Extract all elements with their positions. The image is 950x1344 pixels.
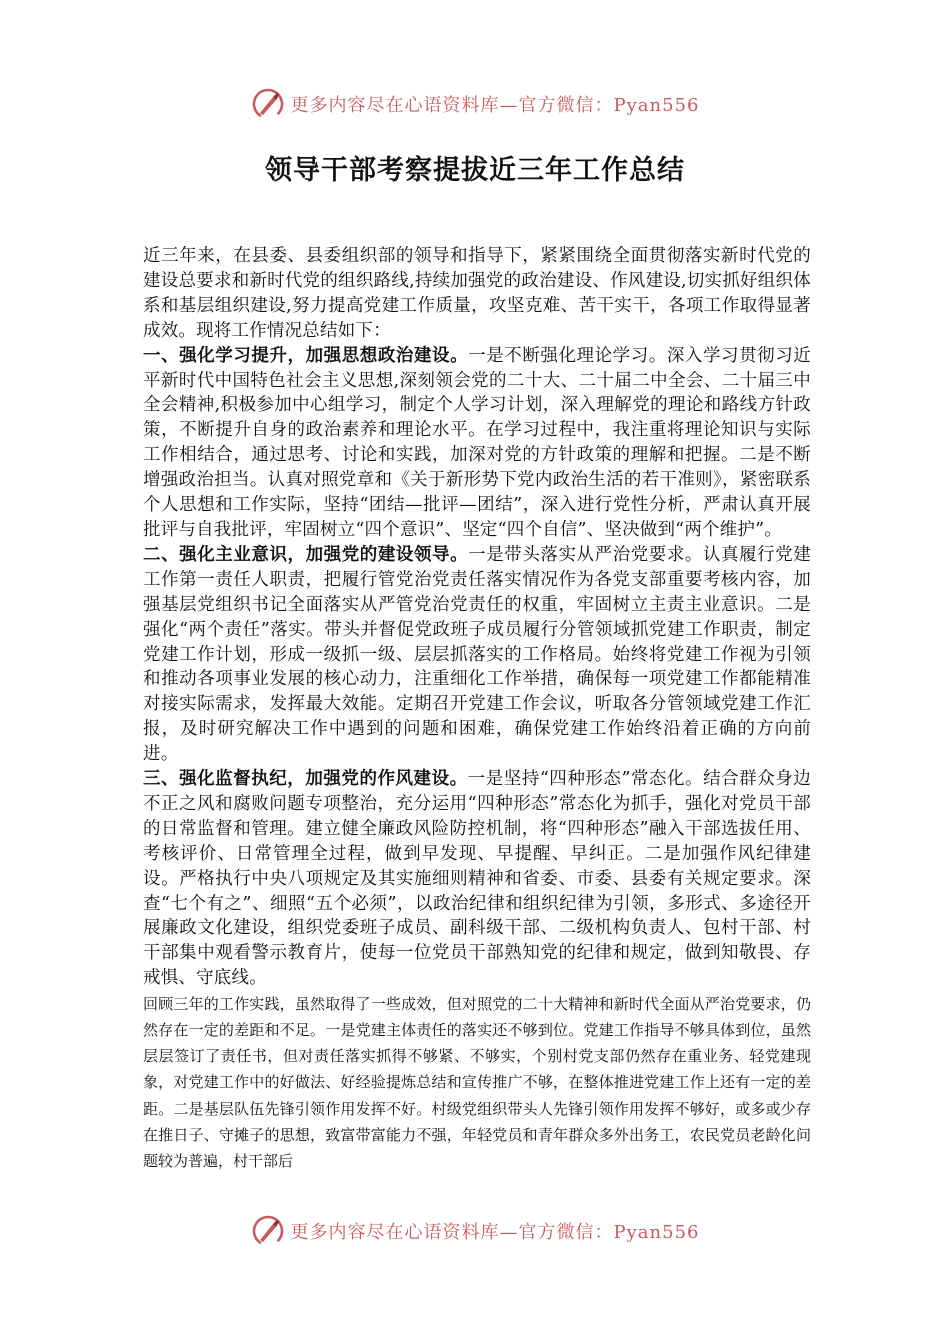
section-3-paragraph: 三、强化监督执纪，加强党的作风建设。一是坚持“四种形态”常态化。结合群众身边不正之风和腐败问题专项整治，充分运用“四种形态”常态化为抓手，强化对党员干部的日常监督和管理。建立健全廉政风险防控机制，将“四种形态”融入干部选拔任用、考核评价、日常管理全过程，做到早发现、早提醒、早纠正。二是加强作风纪律建设。严格执行中央八项规定及其实施细则精神和省委、市委、县委有关规定要求。深查“七个有之”、细照“五个必须”，以政治纪律和组织纪律为引领，多形式、多途径开展廉政文化建设，组织党委班子成员、副科级干部、二级机构负责人、包村干部、村干部集中观看警示教育片，使每一位党员干部熟知党的纪律和规定，做到知敬畏、存戒惧、守底线。 [143,769,811,989]
section-2-heading: 二、强化主业意识，加强党的建设领导。 [143,544,469,565]
document-body [143,244,811,1174]
document-title: 领导干部考察提拔近三年工作总结 [265,155,685,186]
watermark-text: 更多内容尽在心语资料库—官方微信：Pyan556 [290,1222,700,1243]
footer-watermark-banner [0,1211,950,1251]
intro-paragraph: 近三年来，在县委、县委组织部的领导和指导下，紧紧围绕全面贯彻落实新时代党的建设总要求和新时代党的组织路线,持续加强党的政治建设、作风建设,切实抓好组织体系和基层组织建设,努力提高党建工作质量，攻坚克难、苦干实干，各项工作取得显著成效。现将工作情况总结如下： [143,246,811,341]
section-2-paragraph: 二、强化主业意识，加强党的建设领导。一是带头落实从严治党要求。认真履行党建工作第一责任人职责，把履行管党治党责任落实情况作为各党支部重要考核内容，加强基层党组织书记全面落实从严管党治党责任的权重，牢固树立主责主业意识。二是强化“两个责任”落实。带头并督促党政班子成员履行分管领域抓党建工作职责，制定党建工作计划，形成一级抓一级、层层抓落实的工作格局。始终将党建工作视为引领和推动各项事业发展的核心动力，注重细化工作举措，确保每一项党建工作都能精准对接实际需求，发挥最大效能。定期召开党建工作会议，听取各分管领域党建工作汇报，及时研究解决工作中遇到的问题和困难，确保党建工作始终沿着正确的方向前进。 [143,544,811,765]
pen-logo-icon [251,87,285,121]
section-3-heading: 三、强化监督执纪，加强党的作风建设。 [143,769,468,790]
section-1-paragraph: 一、强化学习提升，加强思想政治建设。一是不断强化理论学习。深入学习贯彻习近平新时代中国特色社会主义思想,深刻领会党的二十大、二十届二中全会、二十届三中全会精神,积极参加中心组学习，制定个人学习计划，深入理解党的理论和路线方针政策，不断提升自身的政治素养和理论水平。在学习过程中，我注重将理论知识与实际工作相结合，通过思考、讨论和实践，加深对党的方针政策的理解和把握。二是不断增强政治担当。认真对照党章和《关于新形势下党内政治生活的若干准则》，紧密联系个人思想和工作实际，坚持“团结—批评—团结”，深入进行党性分析，严肃认真开展批评与自我批评，牢固树立“四个意识”、坚定“四个自信”、坚决做到“两个维护”。 [143,345,811,540]
watermark-text: 更多内容尽在心语资料库—官方微信：Pyan556 [290,95,700,116]
header-watermark-banner [0,84,950,124]
pen-logo-icon [251,1214,285,1248]
section-1-heading: 一、强化学习提升，加强思想政治建设。 [143,345,469,366]
closing-paragraph: 回顾三年的工作实践，虽然取得了一些成效，但对照党的二十大精神和新时代全面从严治党要求，仍然存在一定的差距和不足。一是党建主体责任的落实还不够到位。党建工作指导不够具体到位，虽然层层签订了责任书，但对责任落实抓得不够紧、不够实，个别村党支部仍然存在重业务、轻党建现象，对党建工作中的好做法、好经验提炼总结和宣传推广不够，在整体推进党建工作上还有一定的差距。二是基层队伍先锋引领作用发挥不好。村级党组织带头人先锋引领作用发挥不够好，或多或少存在推日子、守摊子的思想，致富带富能力不强，年轻党员和青年群众多外出务工，农民党员老龄化问题较为普遍，村干部后 [143,995,811,1170]
